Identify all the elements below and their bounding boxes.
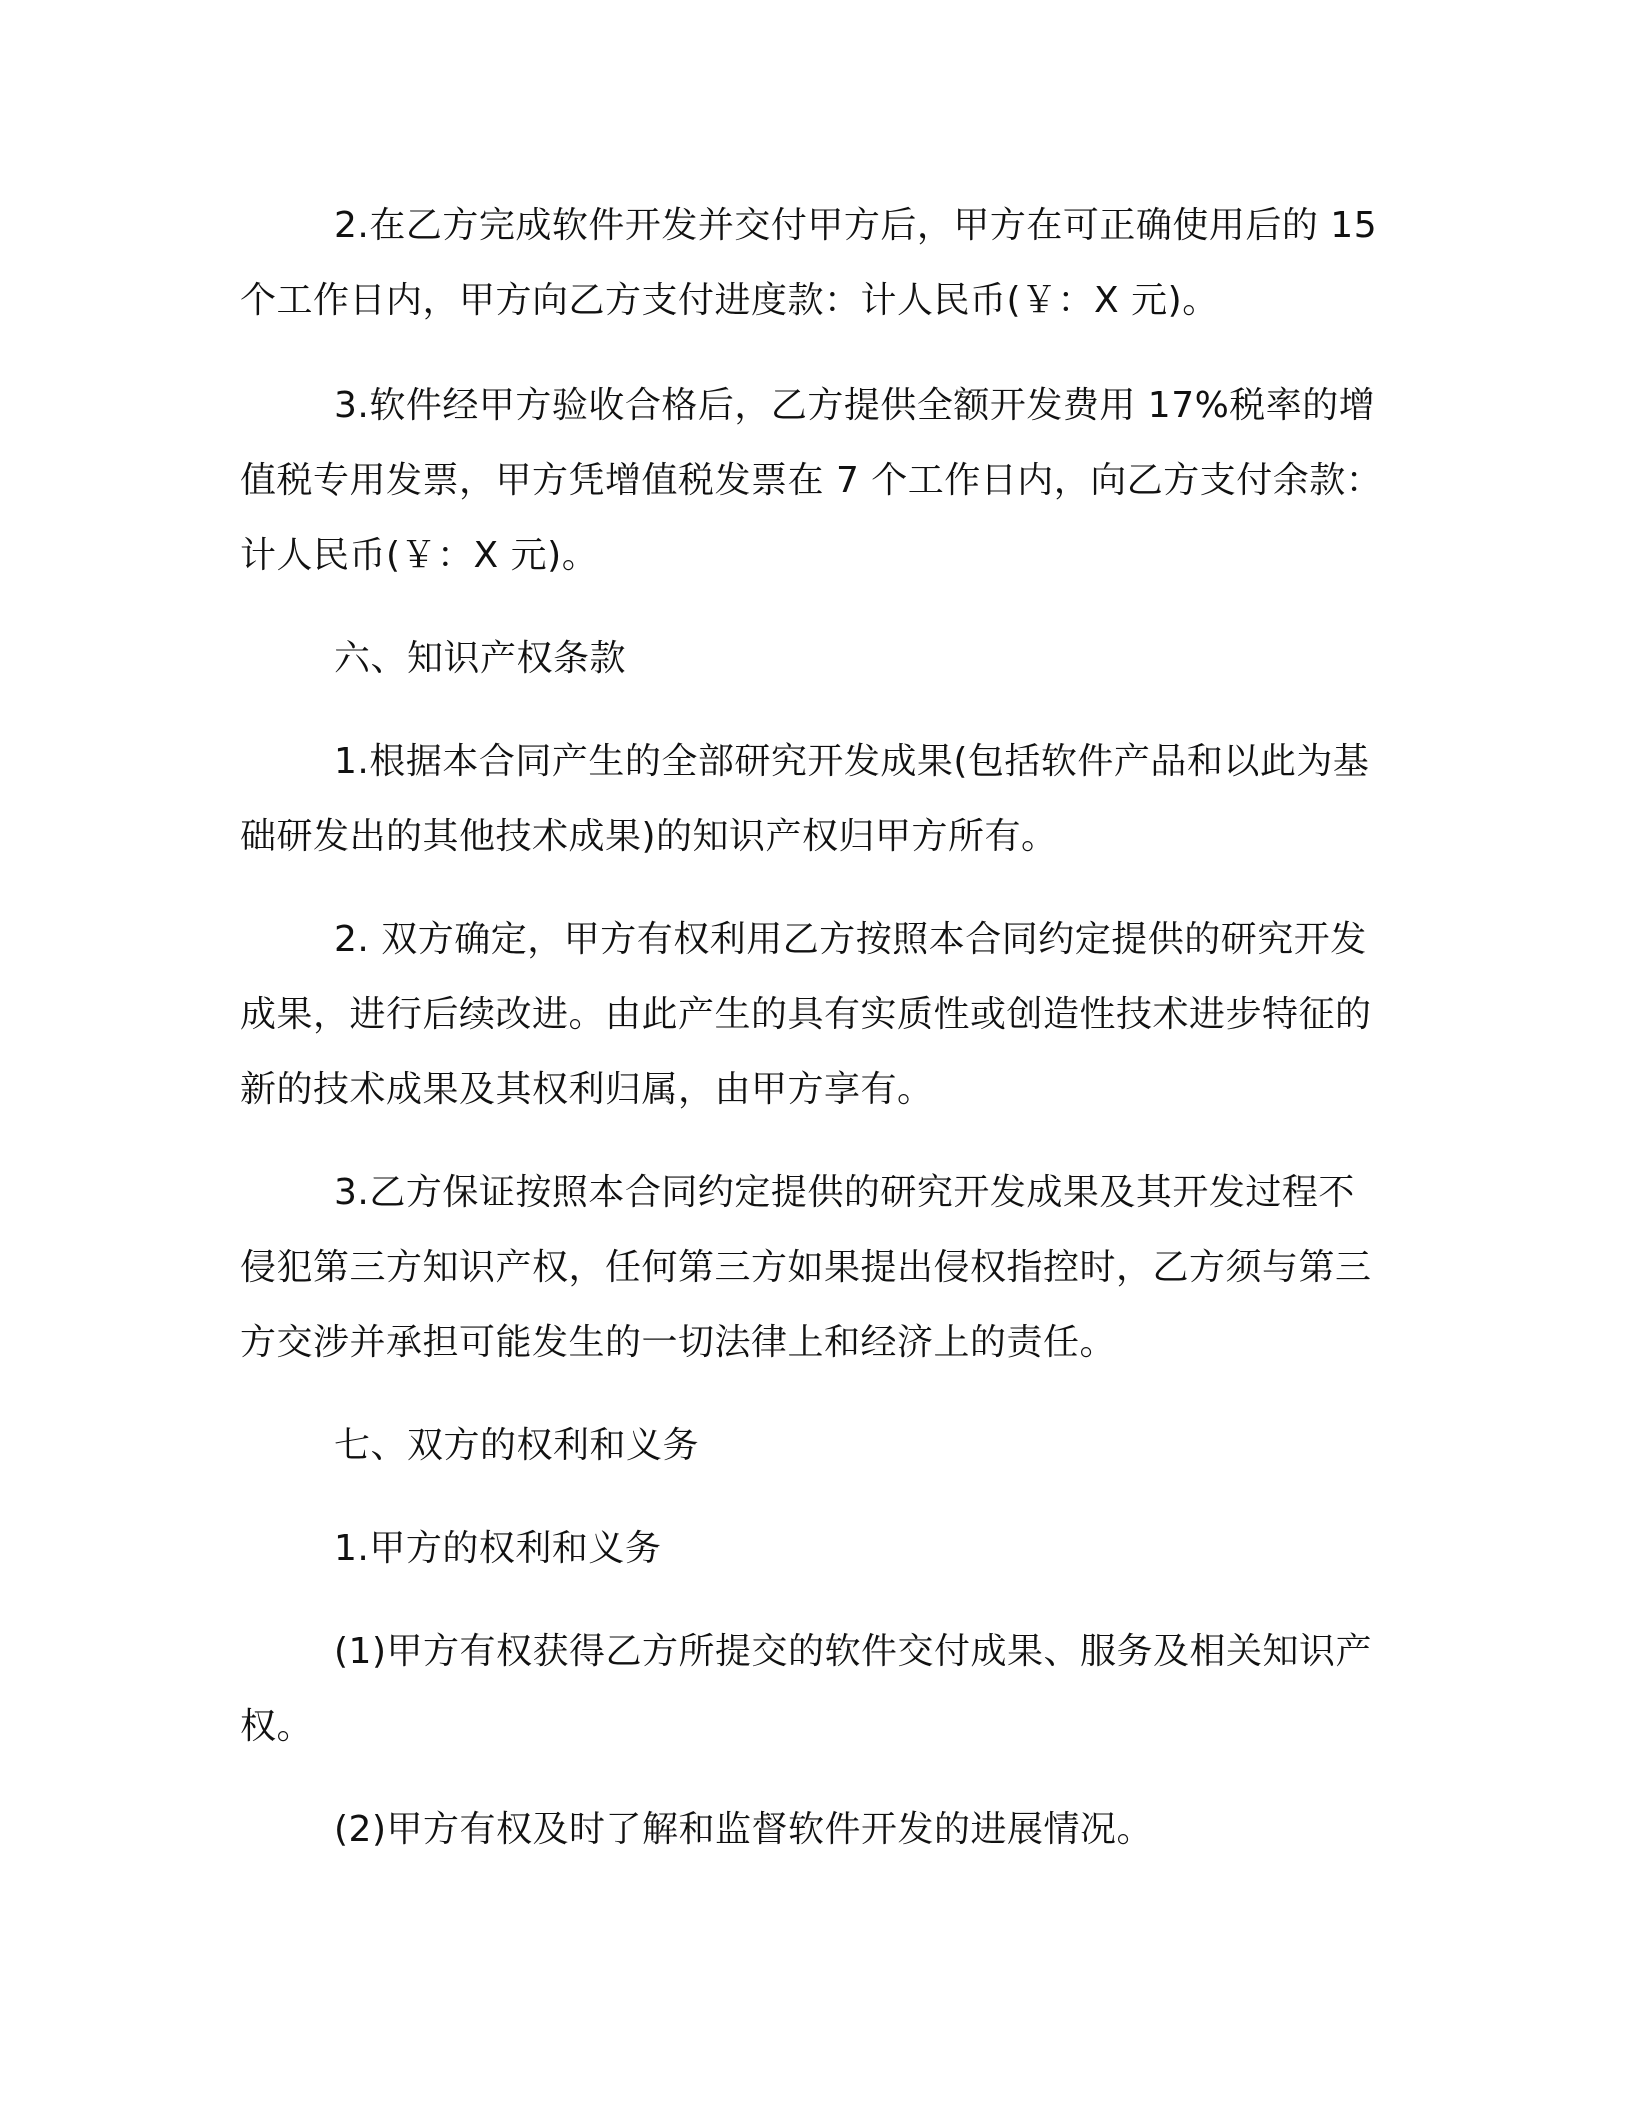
document-body	[240, 188, 1390, 1867]
paragraph-party-a-right-2: (2)甲方有权及时了解和监督软件开发的进展情况。	[334, 1809, 1153, 1850]
paragraph-ip-improvements: 2. 双方确定，甲方有权利用乙方按照本合同约定提供的研究开发成果，进行后续改进。由此产生的具有实质性或创造性技术进步特征的新的技术成果及其权利归属，由甲方享有。	[240, 919, 1372, 1110]
paragraph-party-a-right-1: (1)甲方有权获得乙方所提交的软件交付成果、服务及相关知识产权。	[240, 1631, 1372, 1747]
subheading-party-a-rights: 1.甲方的权利和义务	[334, 1528, 662, 1569]
section-heading-ip: 六、知识产权条款	[334, 638, 627, 679]
paragraph-payment-balance: 3.软件经甲方验收合格后，乙方提供全额开发费用 17%税率的增值税专用发票，甲方凭增值税发票在 7 个工作日内，向乙方支付余款：计人民币(￥：X 元)。	[240, 385, 1383, 576]
section-heading-rights: 七、双方的权利和义务	[334, 1425, 700, 1466]
paragraph-ip-warranty: 3.乙方保证按照本合同约定提供的研究开发成果及其开发过程不侵犯第三方知识产权，任何第三方如果提出侵权指控时，乙方须与第三方交涉并承担可能发生的一切法律上和经济上的责任。	[240, 1172, 1372, 1363]
paragraph-payment-progress: 2.在乙方完成软件开发并交付甲方后，甲方在可正确使用后的 15 个工作日内，甲方向乙方支付进度款：计人民币(￥：X 元)。	[240, 205, 1378, 321]
paragraph-ip-ownership: 1.根据本合同产生的全部研究开发成果(包括软件产品和以此为基础研发出的其他技术成果)的知识产权归甲方所有。	[240, 741, 1370, 857]
